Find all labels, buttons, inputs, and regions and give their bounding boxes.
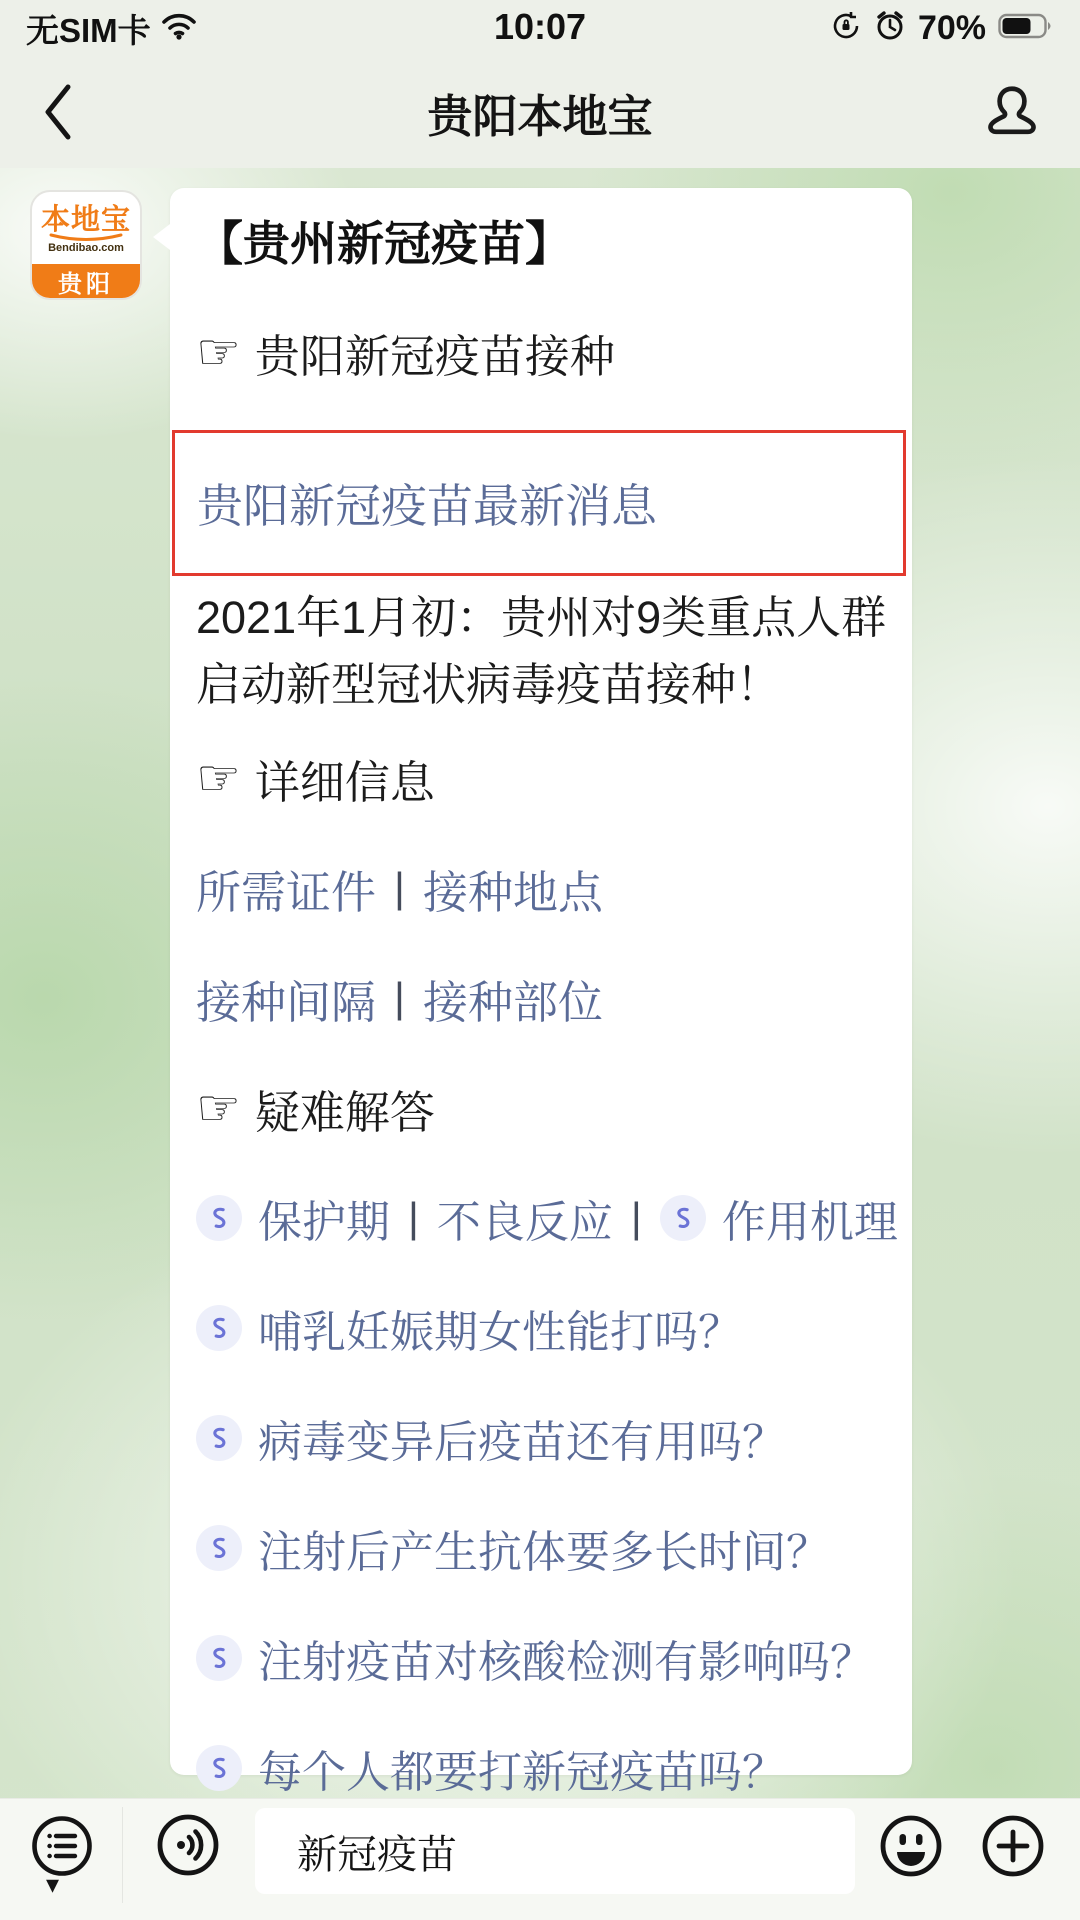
voice-input-button[interactable] (156, 1813, 220, 1877)
vaccination-link[interactable]: 贵阳新冠疫苗接种 (254, 330, 615, 382)
protection-period-link[interactable]: 保护期 (258, 1198, 390, 1247)
faq-question-row[interactable] (196, 1406, 888, 1470)
faq-question-row[interactable] (196, 1626, 888, 1690)
faq-question-link[interactable]: 病毒变异后疫苗还有用吗？ (258, 1418, 786, 1467)
detail-section-row (196, 746, 888, 810)
required-documents-link[interactable]: 所需证件 (196, 866, 377, 918)
separator: | (630, 1194, 642, 1241)
pointer-hand-icon: ☞ (196, 324, 241, 380)
battery-percent-label: 70% (917, 8, 986, 47)
adverse-reactions-link[interactable]: 不良反应 (436, 1198, 613, 1247)
link-icon (196, 1635, 242, 1681)
avatar[interactable] (30, 190, 142, 300)
status-bar (0, 0, 1080, 56)
divider (122, 1807, 123, 1903)
avatar-city-band (32, 264, 140, 298)
faq-question-row[interactable] (196, 1516, 888, 1580)
avatar-swoosh-icon (48, 233, 124, 242)
dose-interval-link[interactable]: 接种间隔 (196, 976, 377, 1028)
link-icon (196, 1415, 242, 1461)
detail-links-row-2 (196, 966, 888, 1030)
faq-section-label: 疑难解答 (254, 1086, 435, 1138)
message-bubble (170, 188, 912, 1797)
link-icon (196, 1195, 242, 1241)
link-icon (196, 1305, 242, 1351)
link-icon (196, 1525, 242, 1571)
message-heading: 【贵州新冠疫苗】 (196, 217, 572, 270)
chat-input-bar (0, 1798, 1080, 1920)
faq-question-row[interactable] (196, 1296, 888, 1360)
detail-section-label: 详细信息 (254, 756, 435, 808)
chat-title: 贵阳本地宝 (427, 90, 653, 142)
injection-site-link[interactable]: 接种部位 (422, 976, 603, 1028)
detail-links-row-1 (196, 856, 888, 920)
avatar-city-label: 贵阳 (58, 270, 114, 298)
message-input[interactable] (255, 1808, 855, 1894)
separator: | (408, 1194, 419, 1241)
more-button[interactable] (981, 1814, 1045, 1878)
nav-bar (0, 56, 1080, 168)
faq-question-link[interactable]: 每个人都要打新冠疫苗吗？ (258, 1748, 786, 1797)
bubble-tail (153, 224, 170, 250)
mechanism-link[interactable]: 作用机理 (721, 1198, 898, 1247)
faq-question-link[interactable]: 注射疫苗对核酸检测有影响吗？ (258, 1638, 874, 1687)
caret-down-icon: ▾ (46, 1869, 60, 1899)
avatar-logo-cn: 本地宝 (40, 204, 131, 236)
menu-toggle-button[interactable] (31, 1815, 93, 1877)
announcement-paragraph: 2021年1月初：贵州对9类重点人群启动新型冠状病毒疫苗接种！ (196, 592, 887, 710)
faq-question-link[interactable]: 注射后产生抗体要多长时间？ (258, 1528, 830, 1577)
clock-time: 10:07 (493, 6, 587, 47)
vaccination-link-row[interactable] (196, 320, 888, 384)
separator: | (394, 974, 405, 1021)
faq-inline-links-row (196, 1186, 898, 1250)
carrier-label: 无SIM卡 (26, 11, 151, 49)
separator: | (394, 864, 405, 911)
latest-news-link[interactable]: 贵阳新冠疫苗最新消息 (197, 480, 657, 532)
contact-profile-button[interactable] (970, 66, 1054, 158)
pointer-hand-icon: ☞ (196, 1080, 241, 1136)
avatar-logo-en: Bendibao.com (48, 242, 124, 254)
header (0, 0, 1080, 168)
faq-question-row[interactable] (196, 1736, 888, 1800)
highlight-box (172, 430, 906, 576)
vaccination-sites-link[interactable]: 接种地点 (422, 866, 603, 918)
pointer-hand-icon: ☞ (196, 750, 241, 806)
faq-question-link[interactable]: 哺乳妊娠期女性能打吗？ (258, 1308, 742, 1357)
faq-section-row (196, 1076, 888, 1140)
link-icon (660, 1195, 706, 1241)
link-icon (196, 1745, 242, 1791)
emoji-button[interactable] (879, 1814, 943, 1878)
